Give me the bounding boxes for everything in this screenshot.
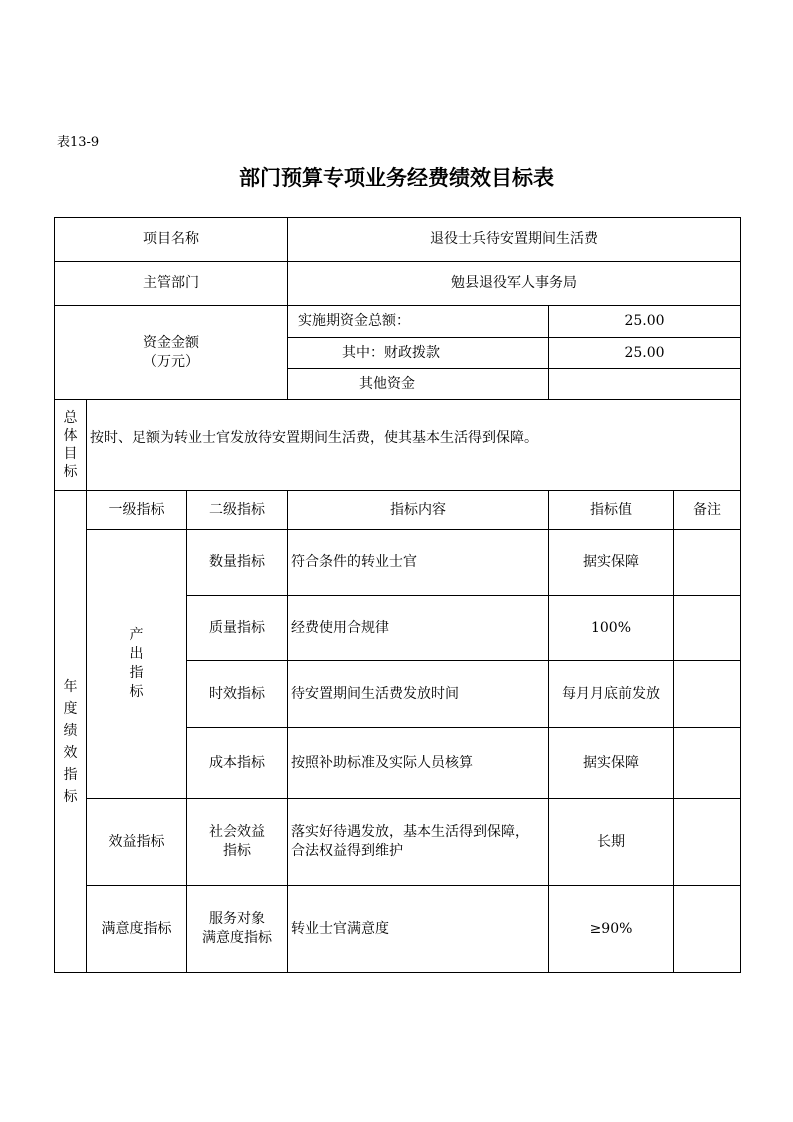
project-name-label: 项目名称 [55,218,288,262]
benefit-level2-line: 指标 [223,843,251,859]
level2-cell: 数量指标 [187,530,288,596]
level2-cell: 时效指标 [187,661,288,728]
row-indicator-header [55,491,741,530]
benefit-content-line: 落实好待遇发放，基本生活得到保障， [291,824,529,840]
benefit-content [288,799,549,886]
table-body [55,218,741,973]
satisfaction-value: ≥90% [549,886,674,973]
header-level1: 一级指标 [87,491,187,530]
funds-fiscal-value: 25.00 [549,338,741,369]
output-indicators-label: 产出指标 [129,627,144,700]
value-cell: 据实保障 [549,728,674,799]
value-cell: 100% [549,596,674,661]
header-content: 指标内容 [288,491,549,530]
annual-indicators-label: 年度绩效指标 [63,678,78,805]
satisfaction-level2-line: 满意度指标 [202,930,272,946]
row-overall-goal [55,400,741,491]
note-cell [674,799,741,886]
table-row [55,530,741,596]
benefit-level2-line: 社会效益 [209,824,265,840]
funds-total-label: 实施期资金总额： [288,306,549,338]
satisfaction-content: 转业士官满意度 [288,886,549,973]
row-project-name [55,218,741,262]
overall-goal-text: 按时、足额为转业士官发放待安置期间生活费，使其基本生活得到保障。 [87,400,741,491]
table-number: 表13-9 [57,135,100,150]
header-level2: 二级指标 [187,491,288,530]
department-label: 主管部门 [55,262,288,306]
performance-target-table [54,217,741,973]
funds-other-value [549,369,741,400]
benefit-value: 长期 [549,799,674,886]
funds-unit: （万元） [143,353,199,370]
funds-label: 资金金额 [143,334,199,351]
note-cell [674,886,741,973]
row-benefit [55,799,741,886]
level2-cell: 成本指标 [187,728,288,799]
level2-cell: 质量指标 [187,596,288,661]
header-note: 备注 [674,491,741,530]
note-cell [674,530,741,596]
content-cell: 经费使用合规律 [288,596,549,661]
department-value: 勉县退役军人事务局 [288,262,741,306]
funds-label-cell [55,306,288,400]
benefit-level1: 效益指标 [87,799,187,886]
satisfaction-level2 [187,886,288,973]
note-cell [674,728,741,799]
funds-fiscal-label: 其中：财政拨款 [288,338,549,369]
overall-goal-label-cell [55,400,87,491]
note-cell [674,661,741,728]
value-cell: 每月月底前发放 [549,661,674,728]
row-funds-total [55,306,741,338]
row-department [55,262,741,306]
satisfaction-level2-line: 服务对象 [209,911,265,927]
annual-indicators-label-cell [55,491,87,973]
row-satisfaction [55,886,741,973]
note-cell [674,596,741,661]
overall-goal-label: 总体目标 [63,409,78,480]
content-cell: 按照补助标准及实际人员核算 [288,728,549,799]
content-cell: 待安置期间生活费发放时间 [288,661,549,728]
page-title: 部门预算专项业务经费绩效目标表 [239,165,554,190]
benefit-level2 [187,799,288,886]
funds-other-label: 其他资金 [288,369,549,400]
header-value: 指标值 [549,491,674,530]
output-indicators-label-cell [87,530,187,799]
funds-total-value: 25.00 [549,306,741,338]
benefit-content-line: 合法权益得到维护 [291,843,403,859]
project-name-value: 退役士兵待安置期间生活费 [288,218,741,262]
satisfaction-level1: 满意度指标 [87,886,187,973]
content-cell: 符合条件的转业士官 [288,530,549,596]
value-cell: 据实保障 [549,530,674,596]
